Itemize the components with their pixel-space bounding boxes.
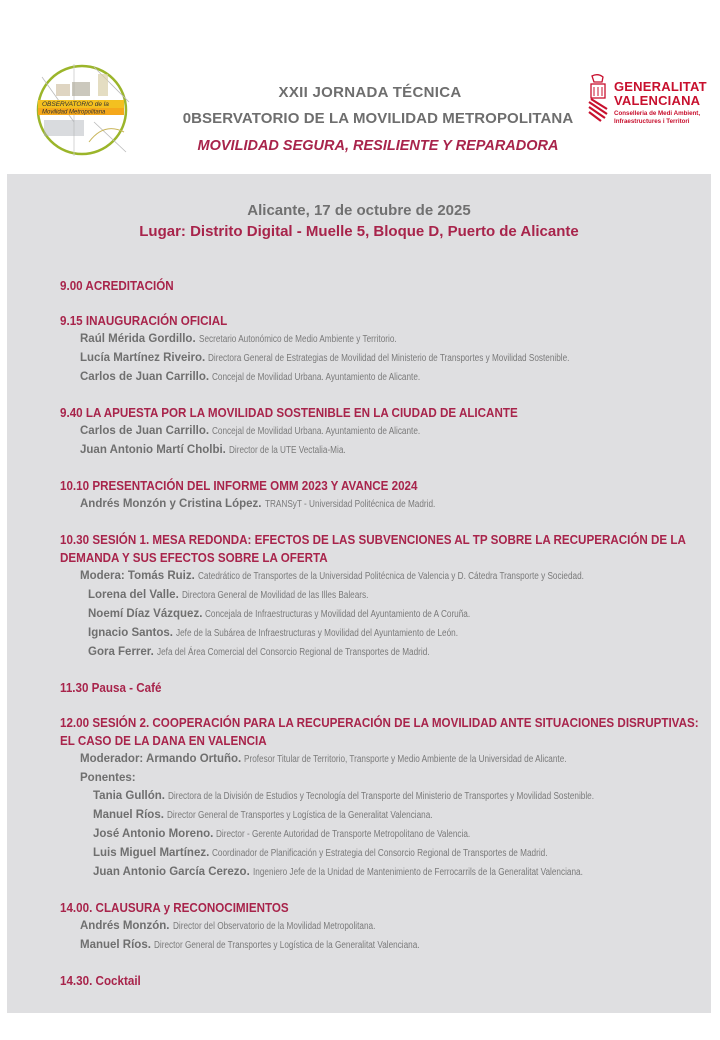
speaker-role: Director General de Transportes y Logística de la Generalitat Valenciana. <box>154 940 420 951</box>
speaker-row <box>60 422 710 441</box>
speaker-role: TRANSyT - Universidad Politécnica de Madrid. <box>264 499 435 510</box>
speaker-name: Carlos de Juan Carrillo. <box>80 425 210 437</box>
section-title: 9.15 INAUGURACIÓN OFICIAL <box>60 314 228 328</box>
gva-shield-icon <box>587 74 609 124</box>
speaker-role: Profesor Titular de Territorio, Transporte y Medio Ambiente de la Universidad de Alicante. <box>244 754 567 765</box>
speaker-row <box>60 349 710 368</box>
speaker-row <box>60 643 710 662</box>
logo-text-line2: Movilidad Metropolitana <box>42 109 106 116</box>
speaker-name: José Antonio Moreno. <box>93 828 214 840</box>
speaker-role: Director de la UTE Vectalia-Mia. <box>228 445 346 456</box>
section-title: 11.30 Pausa - Café <box>60 681 162 695</box>
organizer-title: 0BSERVATORIO DE LA MOVILIDAD METROPOLITANA <box>182 110 574 127</box>
section-title: 14.30. Cocktail <box>60 974 141 988</box>
speaker-role: Directora de la División de Estudios y Tecnología del Transporte del Ministerio de Transportes y Movilidad Sostenible. <box>168 791 595 802</box>
section-title: 14.00. CLAUSURA y RECONOCIMIENTOS <box>60 901 289 915</box>
agenda-section <box>60 714 710 882</box>
gva-sub-line2: Infraestructures i Territori <box>614 117 690 125</box>
event-title: XXII JORNADA TÉCNICA <box>278 84 462 101</box>
generalitat-valenciana-logo <box>587 74 707 134</box>
speaker-role: Secretario Autonómico de Medio Ambiente y Territorio. <box>198 334 397 345</box>
speaker-name: Ignacio Santos. <box>88 627 173 639</box>
gva-sub-line1: Conselleria de Medi Ambient, <box>614 110 701 117</box>
speaker-name: Carlos de Juan Carrillo. <box>80 371 210 383</box>
speaker-role: Director - Gerente Autoridad de Transporte Metropolitano de Valencia. <box>216 829 471 840</box>
gva-name-line2: VALENCIANA <box>614 93 701 108</box>
speaker-role: Director General de Transportes y Logística de la Generalitat Valenciana. <box>167 810 433 821</box>
speaker-name: Lucía Martínez Riveiro. <box>80 352 206 364</box>
agenda-section <box>60 972 710 990</box>
speaker-row <box>60 750 710 769</box>
speaker-role: Directora General de Estrategias de Movilidad del Ministerio de Transportes y Movilidad Sostenible. <box>208 353 570 364</box>
speaker-name: Manuel Ríos. <box>80 939 151 951</box>
agenda-section <box>60 679 710 697</box>
logo-text-line1: OBSERVATORIO de la <box>42 101 109 108</box>
section-title: 12.00 SESIÓN 2. COOPERACIÓN PARA LA RECUPERACIÓN DE LA MOVILIDAD ANTE SITUACIONES DISRUPTIVAS: EL CASO DE LA DANA EN VALENCIA <box>60 716 699 748</box>
speaker-row <box>60 624 710 643</box>
speaker-role: Concejal de Movilidad Urbana. Ayuntamiento de Alicante. <box>212 372 421 383</box>
gva-department <box>614 110 700 125</box>
speaker-row <box>60 368 710 387</box>
speaker-row <box>60 586 710 605</box>
agenda-section <box>60 404 710 460</box>
speaker-row <box>60 787 710 806</box>
agenda-section <box>60 312 710 387</box>
speaker-role: Jefe de la Subárea de Infraestructuras y Movilidad del Ayuntamiento de León. <box>176 628 459 639</box>
section-title: 9.00 ACREDITACIÓN <box>60 279 174 293</box>
event-place: Lugar: Distrito Digital - Muelle 5, Bloque D, Puerto de Alicante <box>139 223 579 240</box>
section-title: 9.40 LA APUESTA POR LA MOVILIDAD SOSTENIBLE EN LA CIUDAD DE ALICANTE <box>60 406 518 420</box>
speaker-name: Gora Ferrer. <box>88 646 154 658</box>
speaker-row <box>60 441 710 460</box>
program-panel <box>7 174 711 1013</box>
speaker-row <box>60 863 710 882</box>
agenda-section <box>60 531 710 662</box>
speaker-role: Director del Observatorio de la Movilidad Metropolitana. <box>172 921 375 932</box>
speaker-row <box>60 567 710 586</box>
section-title: 10.30 SESIÓN 1. MESA REDONDA: EFECTOS DE LAS SUBVENCIONES AL TP SOBRE LA RECUPERACIÓN DE LA DEMANDA Y SUS EFECTOS SOBRE LA OFERTA <box>60 533 686 565</box>
speaker-row <box>60 844 710 863</box>
gva-name <box>614 80 707 108</box>
speaker-row <box>60 917 710 936</box>
agenda-section <box>60 899 710 955</box>
speaker-name: Moderador: Armando Ortuño. <box>80 753 242 765</box>
speaker-name: Raúl Mérida Gordillo. <box>80 333 196 345</box>
speaker-name: Lorena del Valle. <box>88 589 179 601</box>
speaker-role: Concejala de Infraestructuras y Movilidad del Ayuntamiento de A Coruña. <box>205 609 471 620</box>
speaker-name: Noemí Díaz Vázquez. <box>88 608 203 620</box>
event-date: Alicante, 17 de octubre de 2025 <box>247 202 471 219</box>
agenda-section <box>60 277 710 295</box>
speaker-name: Juan Antonio García Cerezo. <box>93 866 250 878</box>
speaker-name: Manuel Ríos. <box>93 809 164 821</box>
gva-name-line1: GENERALITAT <box>614 79 707 94</box>
title-block <box>150 84 590 155</box>
speaker-name: Tania Gullón. <box>93 790 165 802</box>
speaker-name: Luis Miguel Martínez. <box>93 847 210 859</box>
speaker-role: Ingeniero Jefe de la Unidad de Mantenimiento de Ferrocarrils de la Generalitat Valenciana. <box>252 867 583 878</box>
speaker-row <box>60 936 710 955</box>
speaker-role: Directora General de Movilidad de las Illes Balears. <box>181 590 369 601</box>
speaker-row <box>60 806 710 825</box>
speaker-role: Concejal de Movilidad Urbana. Ayuntamiento de Alicante. <box>212 426 421 437</box>
agenda-section <box>60 477 710 514</box>
speaker-role: Jefa del Área Comercial del Consorcio Regional de Transportes de Madrid. <box>156 647 430 658</box>
agenda <box>60 277 710 1007</box>
speaker-name: Andrés Monzón. <box>80 920 170 932</box>
speaker-row <box>60 825 710 844</box>
speaker-name: Modera: Tomás Ruiz. <box>80 570 195 582</box>
event-subtitle: MOVILIDAD SEGURA, RESILIENTE Y REPARADORA <box>197 138 559 154</box>
speakers-label: Ponentes: <box>80 772 136 784</box>
speaker-role: Catedrático de Transportes de la Universidad Politécnica de Valencia y D. Cátedra Transporte y Sociedad. <box>197 571 584 582</box>
speaker-row <box>60 605 710 624</box>
speaker-row <box>60 330 710 349</box>
header <box>0 0 720 174</box>
speaker-role: Coordinador de Planificación y Estrategia del Consorcio Regional de Transportes de Madrid. <box>212 848 548 859</box>
section-title: 10.10 PRESENTACIÓN DEL INFORME OMM 2023 Y AVANCE 2024 <box>60 479 418 493</box>
speaker-name: Juan Antonio Martí Cholbi. <box>80 444 226 456</box>
speaker-name: Andrés Monzón y Cristina López. <box>80 498 262 510</box>
speaker-row <box>60 495 710 514</box>
observatorio-logo-icon <box>34 62 130 158</box>
